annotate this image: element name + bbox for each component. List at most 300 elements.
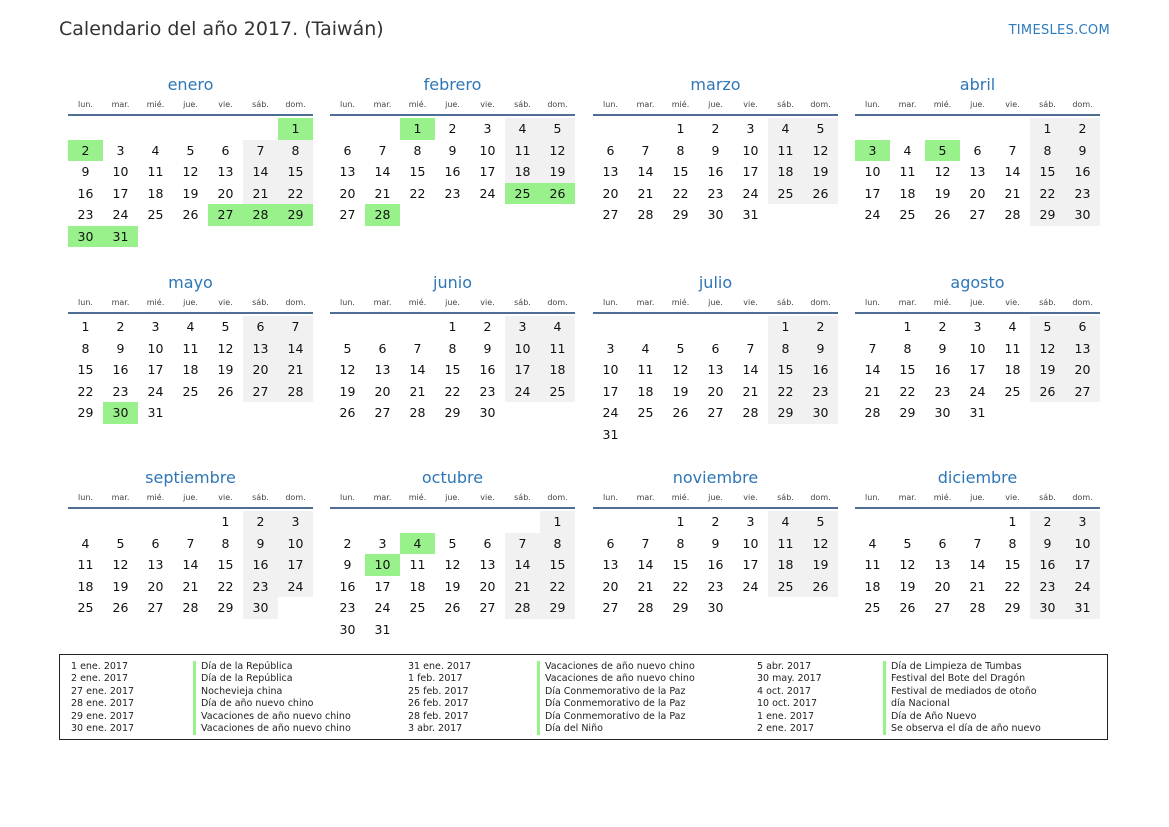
empty-cell: [733, 316, 768, 338]
day-cell: 27: [208, 204, 243, 226]
day-cell: 20: [243, 359, 278, 381]
day-cell: 7: [413, 340, 422, 356]
day-cell: 23: [112, 383, 129, 399]
day-cell: 21: [182, 578, 199, 594]
brand-link[interactable]: TIMESLES.COM: [1008, 23, 1110, 38]
weekday-label: vie.: [218, 298, 233, 307]
day-cell: 30: [1030, 597, 1065, 619]
day-cell: 10: [1065, 533, 1100, 555]
empty-cell: [995, 118, 1030, 140]
day-cell: 12: [112, 557, 129, 572]
weekday-label: dom.: [1072, 100, 1093, 109]
day-cell: 7: [186, 535, 195, 551]
day-cell: 21: [864, 383, 881, 399]
day-cell: 26: [182, 207, 199, 222]
holiday-name: Festival del Bote del Dragón: [883, 673, 1041, 685]
day-cell: 28: [1004, 207, 1021, 222]
day-cell: 23: [1030, 576, 1065, 598]
day-cell: 29: [899, 405, 916, 420]
day-cell: 1: [448, 319, 457, 334]
day-cell: 27: [1065, 381, 1100, 403]
holiday-date: 1 ene. 2017: [71, 661, 128, 672]
day-cell: 19: [112, 578, 129, 594]
day-cell: 13: [374, 362, 391, 377]
day-cell: 26: [803, 576, 838, 598]
day-cell: 11: [147, 164, 164, 179]
empty-cell: [855, 316, 890, 338]
day-cell: 14: [243, 161, 278, 183]
day-cell: 20: [707, 383, 724, 399]
day-cell: 20: [374, 383, 391, 399]
day-cell: 23: [479, 383, 496, 399]
month-name: abril: [959, 75, 996, 94]
day-cell: 17: [864, 185, 881, 201]
day-cell: 24: [1065, 576, 1100, 598]
day-cell: 8: [448, 340, 457, 356]
day-cell: 15: [1030, 161, 1065, 183]
day-cell: 25: [147, 207, 164, 222]
weekday-label: vie.: [743, 493, 758, 502]
day-cell: 7: [746, 340, 755, 356]
day-cell: 14: [505, 554, 540, 576]
day-cell: 20: [602, 185, 619, 201]
holiday-list: [59, 654, 1108, 740]
day-cell: 2: [711, 121, 720, 136]
weekday-label: lun.: [340, 298, 355, 307]
day-cell: 2: [483, 319, 492, 334]
day-cell: 18: [768, 161, 803, 183]
weekday-label: dom.: [547, 100, 568, 109]
empty-cell: [330, 511, 365, 533]
day-cell: 16: [707, 164, 724, 179]
day-cell: 25: [540, 381, 575, 403]
day-cell: 5: [803, 118, 838, 140]
day-cell: 5: [221, 319, 230, 334]
day-cell: 1: [221, 514, 230, 529]
weekday-label: jue.: [708, 100, 723, 109]
day-cell: 3: [606, 340, 615, 356]
day-cell: 19: [217, 362, 234, 377]
weekday-label: sáb.: [514, 493, 531, 502]
day-cell: 9: [711, 535, 720, 551]
weekday-label: mar.: [636, 100, 655, 109]
day-cell: 27: [479, 600, 496, 615]
holiday-date: 2 ene. 2017: [757, 722, 814, 734]
month-name: enero: [167, 75, 214, 94]
day-cell: 20: [479, 578, 496, 594]
day-cell: 29: [1004, 600, 1021, 615]
weekday-label: jue.: [183, 100, 198, 109]
day-cell: 25: [864, 600, 881, 615]
day-cell: 26: [934, 207, 951, 222]
day-cell: 13: [147, 557, 164, 572]
empty-cell: [960, 118, 995, 140]
day-cell: 8: [1030, 140, 1065, 162]
day-cell: 3: [151, 319, 160, 334]
day-cell: 3: [483, 121, 492, 136]
day-grid: [330, 116, 575, 226]
empty-cell: [593, 511, 628, 533]
day-cell: 26: [899, 600, 916, 615]
empty-cell: [138, 511, 173, 533]
day-cell: 14: [374, 164, 391, 179]
day-cell: 7: [278, 316, 313, 338]
day-cell: 31: [742, 207, 759, 222]
day-cell: 8: [413, 142, 422, 158]
day-cell: 23: [444, 185, 461, 201]
day-cell: 6: [483, 535, 492, 551]
day-cell: 5: [903, 535, 912, 551]
day-cell: 17: [602, 383, 619, 399]
empty-cell: [663, 316, 698, 338]
day-cell: 25: [77, 600, 94, 615]
weekday-label: sáb.: [1039, 100, 1056, 109]
holiday-date: 5 abr. 2017: [757, 661, 812, 672]
weekday-label: sáb.: [252, 298, 269, 307]
day-cell: 31: [969, 405, 986, 420]
day-cell: 15: [1004, 557, 1021, 572]
day-cell: 18: [77, 578, 94, 594]
holiday-date: 2 ene. 2017: [71, 673, 128, 685]
day-cell: 1: [540, 511, 575, 533]
day-cell: 25: [409, 600, 426, 615]
empty-cell: [925, 511, 960, 533]
holiday-name: Día Conmemorativo de la Paz: [537, 711, 695, 723]
day-cell: 6: [973, 142, 982, 158]
day-cell: 4: [81, 535, 90, 551]
month-name: agosto: [950, 273, 1005, 292]
weekday-label: mar.: [373, 100, 392, 109]
month-enero: [68, 72, 313, 247]
weekday-label: dom.: [810, 100, 831, 109]
empty-cell: [470, 511, 505, 533]
day-cell: 18: [864, 578, 881, 594]
day-cell: 28: [637, 600, 654, 615]
weekday-label: mar.: [636, 298, 655, 307]
day-cell: 8: [676, 535, 685, 551]
day-cell: 20: [602, 578, 619, 594]
day-cell: 21: [243, 183, 278, 205]
day-cell: 19: [182, 185, 199, 201]
day-cell: 18: [409, 578, 426, 594]
day-cell: 13: [339, 164, 356, 179]
day-cell: 27: [374, 405, 391, 420]
empty-cell: [330, 118, 365, 140]
day-cell: 19: [339, 383, 356, 399]
day-cell: 3: [1065, 511, 1100, 533]
month-abril: [855, 72, 1100, 226]
day-cell: 22: [409, 185, 426, 201]
day-cell: 9: [483, 340, 492, 356]
day-cell: 30: [707, 600, 724, 615]
day-cell: 27: [339, 207, 356, 222]
day-cell: 21: [278, 359, 313, 381]
weekday-label: mié.: [933, 493, 952, 502]
day-cell: 4: [186, 319, 195, 334]
weekday-label: mié.: [671, 493, 690, 502]
day-cell: 13: [602, 557, 619, 572]
empty-cell: [400, 316, 435, 338]
holiday-date: 1 feb. 2017: [408, 673, 463, 685]
day-cell: 12: [339, 362, 356, 377]
day-cell: 15: [278, 161, 313, 183]
weekday-label: jue.: [445, 298, 460, 307]
day-cell: 5: [540, 118, 575, 140]
holiday-date: 31 ene. 2017: [408, 661, 472, 672]
month-mayo: [68, 270, 313, 424]
weekday-label: vie.: [480, 298, 495, 307]
day-cell: 28: [742, 405, 759, 420]
day-cell: 5: [676, 340, 685, 356]
day-cell: 1: [400, 118, 435, 140]
day-cell: 8: [768, 338, 803, 360]
day-cell: 15: [672, 557, 689, 572]
day-cell: 4: [768, 511, 803, 533]
day-cell: 22: [672, 578, 689, 594]
day-cell: 25: [899, 207, 916, 222]
day-cell: 3: [855, 140, 890, 162]
day-cell: 11: [182, 340, 199, 356]
day-cell: 9: [81, 164, 90, 179]
day-cell: 10: [969, 340, 986, 356]
empty-cell: [173, 511, 208, 533]
day-cell: 13: [707, 362, 724, 377]
day-cell: 10: [742, 142, 759, 158]
day-cell: 17: [374, 578, 391, 594]
empty-cell: [365, 511, 400, 533]
day-cell: 26: [803, 183, 838, 205]
day-cell: 10: [278, 533, 313, 555]
day-cell: 9: [938, 340, 947, 356]
day-cell: 1: [1008, 514, 1017, 529]
day-cell: 19: [444, 578, 461, 594]
day-cell: 24: [969, 383, 986, 399]
day-cell: 28: [409, 405, 426, 420]
day-cell: 24: [505, 381, 540, 403]
weekday-label: lun.: [865, 298, 880, 307]
weekday-label: jue.: [970, 298, 985, 307]
day-cell: 31: [1065, 597, 1100, 619]
holiday-name: Vacaciones de año nuevo chino: [537, 661, 695, 673]
day-cell: 6: [606, 142, 615, 158]
weekday-label: vie.: [218, 100, 233, 109]
weekday-label: dom.: [1072, 298, 1093, 307]
day-grid: [593, 314, 838, 445]
day-cell: 1: [903, 319, 912, 334]
day-cell: 24: [374, 600, 391, 615]
day-cell: 4: [1008, 319, 1017, 334]
day-cell: 6: [711, 340, 720, 356]
day-cell: 24: [479, 185, 496, 201]
day-cell: 7: [378, 142, 387, 158]
day-cell: 14: [637, 164, 654, 179]
weekday-header: [855, 491, 1100, 509]
day-cell: 26: [112, 600, 129, 615]
day-cell: 16: [444, 164, 461, 179]
day-cell: 21: [742, 383, 759, 399]
page-title: Calendario del año 2017. (Taiwán): [59, 18, 384, 40]
day-cell: 22: [1030, 183, 1065, 205]
day-cell: 21: [969, 578, 986, 594]
day-cell: 22: [899, 383, 916, 399]
day-cell: 15: [444, 362, 461, 377]
day-cell: 9: [803, 338, 838, 360]
empty-cell: [925, 118, 960, 140]
day-cell: 11: [505, 140, 540, 162]
weekday-label: dom.: [285, 100, 306, 109]
day-cell: 7: [973, 535, 982, 551]
empty-cell: [330, 316, 365, 338]
day-cell: 4: [903, 142, 912, 158]
day-cell: 10: [365, 554, 400, 576]
empty-cell: [68, 118, 103, 140]
weekday-label: mar.: [373, 493, 392, 502]
day-cell: 29: [217, 600, 234, 615]
day-cell: 28: [505, 597, 540, 619]
day-cell: 27: [147, 600, 164, 615]
day-cell: 21: [1004, 185, 1021, 201]
day-cell: 7: [505, 533, 540, 555]
day-grid: [68, 314, 313, 424]
day-cell: 6: [378, 340, 387, 356]
day-cell: 3: [973, 319, 982, 334]
day-cell: 11: [637, 362, 654, 377]
weekday-label: sáb.: [777, 100, 794, 109]
day-cell: 2: [116, 319, 125, 334]
day-cell: 18: [147, 185, 164, 201]
day-cell: 29: [540, 597, 575, 619]
day-cell: 17: [112, 185, 129, 201]
day-cell: 10: [602, 362, 619, 377]
day-cell: 30: [103, 402, 138, 424]
day-cell: 23: [803, 381, 838, 403]
month-julio: [593, 270, 838, 445]
weekday-header: [593, 296, 838, 314]
holiday-name: Festival de mediados de otoño: [883, 686, 1041, 698]
day-cell: 13: [934, 557, 951, 572]
holiday-date: 28 feb. 2017: [408, 710, 469, 722]
day-cell: 13: [969, 164, 986, 179]
month-marzo: [593, 72, 838, 226]
empty-cell: [138, 118, 173, 140]
day-cell: 31: [374, 621, 391, 637]
day-cell: 18: [1004, 362, 1021, 377]
day-cell: 21: [409, 383, 426, 399]
day-cell: 2: [1030, 511, 1065, 533]
day-cell: 1: [1030, 118, 1065, 140]
day-cell: 2: [711, 514, 720, 529]
holiday-date: 3 abr. 2017: [408, 722, 463, 734]
day-cell: 6: [221, 142, 230, 158]
day-cell: 6: [1065, 316, 1100, 338]
weekday-label: jue.: [708, 493, 723, 502]
empty-cell: [593, 316, 628, 338]
day-cell: 1: [81, 319, 90, 334]
day-cell: 25: [768, 576, 803, 598]
weekday-label: sáb.: [777, 298, 794, 307]
day-cell: 7: [641, 535, 650, 551]
day-cell: 4: [400, 533, 435, 555]
day-cell: 5: [925, 140, 960, 162]
day-cell: 5: [116, 535, 125, 551]
day-cell: 10: [479, 142, 496, 158]
day-cell: 26: [1030, 381, 1065, 403]
holiday-dates-column: [757, 661, 822, 735]
day-cell: 11: [864, 557, 881, 572]
day-cell: 27: [602, 600, 619, 615]
day-cell: 5: [803, 511, 838, 533]
day-cell: 23: [77, 207, 94, 222]
day-cell: 4: [151, 142, 160, 158]
day-cell: 29: [1030, 204, 1065, 226]
day-cell: 9: [448, 142, 457, 158]
day-cell: 28: [969, 600, 986, 615]
day-cell: 11: [77, 557, 94, 572]
day-cell: 28: [278, 381, 313, 403]
weekday-label: mié.: [408, 100, 427, 109]
weekday-label: sáb.: [252, 100, 269, 109]
day-cell: 22: [1004, 578, 1021, 594]
weekday-label: vie.: [218, 493, 233, 502]
day-cell: 29: [672, 207, 689, 222]
month-name: octubre: [421, 468, 484, 487]
weekday-label: mié.: [933, 298, 952, 307]
month-name: marzo: [690, 75, 741, 94]
empty-cell: [103, 118, 138, 140]
weekday-label: vie.: [743, 100, 758, 109]
weekday-label: dom.: [285, 298, 306, 307]
day-cell: 6: [151, 535, 160, 551]
day-cell: 30: [803, 402, 838, 424]
day-cell: 24: [864, 207, 881, 222]
day-cell: 17: [479, 164, 496, 179]
empty-cell: [890, 118, 925, 140]
day-cell: 1: [676, 514, 685, 529]
empty-cell: [855, 118, 890, 140]
day-cell: 19: [934, 185, 951, 201]
empty-cell: [173, 118, 208, 140]
weekday-label: jue.: [708, 298, 723, 307]
day-cell: 23: [707, 185, 724, 201]
day-cell: 29: [672, 600, 689, 615]
weekday-label: dom.: [1072, 493, 1093, 502]
day-cell: 19: [672, 383, 689, 399]
day-cell: 18: [505, 161, 540, 183]
day-cell: 24: [742, 578, 759, 594]
holiday-date: 26 feb. 2017: [408, 698, 469, 710]
holiday-name: Vacaciones de año nuevo chino: [537, 673, 695, 685]
weekday-label: lun.: [78, 298, 93, 307]
empty-cell: [960, 511, 995, 533]
day-cell: 14: [742, 362, 759, 377]
month-febrero: [330, 72, 575, 226]
weekday-label: sáb.: [1039, 298, 1056, 307]
empty-cell: [365, 118, 400, 140]
day-cell: 21: [505, 576, 540, 598]
day-cell: 3: [378, 535, 387, 551]
weekday-label: mié.: [146, 493, 165, 502]
day-cell: 23: [243, 576, 278, 598]
empty-cell: [593, 118, 628, 140]
day-cell: 20: [217, 185, 234, 201]
day-cell: 3: [746, 514, 755, 529]
day-grid: [855, 116, 1100, 226]
weekday-label: sáb.: [514, 298, 531, 307]
weekday-label: jue.: [970, 493, 985, 502]
weekday-label: mar.: [111, 298, 130, 307]
day-cell: 20: [934, 578, 951, 594]
weekday-label: vie.: [480, 100, 495, 109]
